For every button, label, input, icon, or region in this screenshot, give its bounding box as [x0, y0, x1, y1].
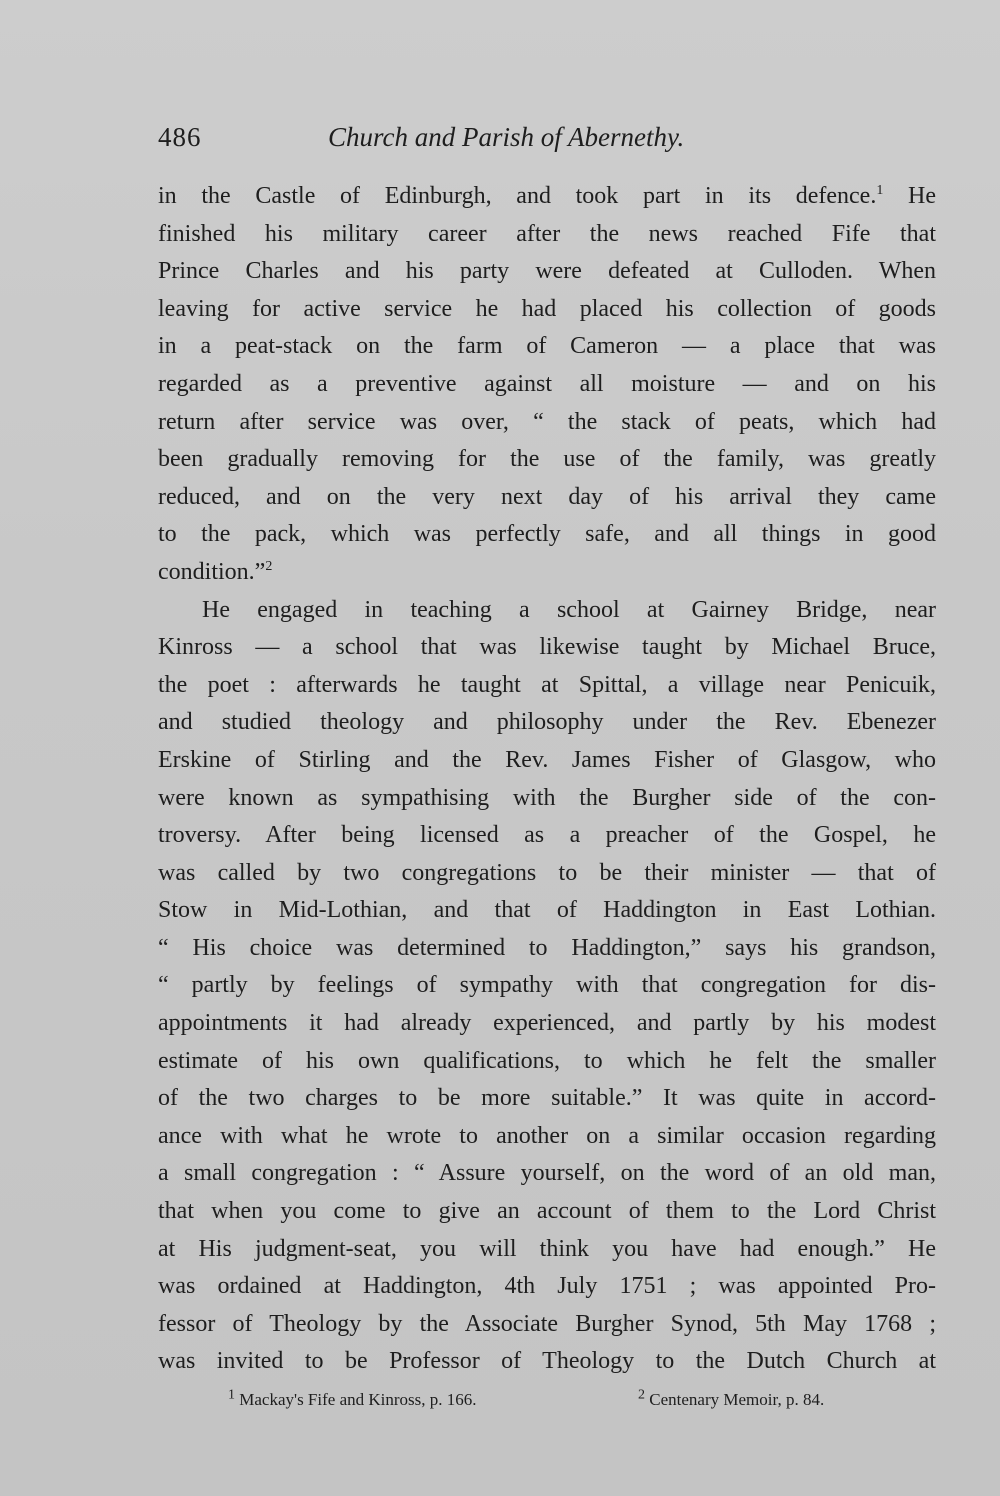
footnote-marker: 1	[228, 1387, 235, 1403]
body-text	[158, 178, 936, 1381]
text-line: Prince Charles and his party were defeated at Culloden. When	[158, 258, 936, 285]
text-line: “ partly by feelings of sympathy with that congregation for dis-	[158, 972, 936, 999]
footnote: $^1$ Mackay's Fife and Kinross, p. 166.	[228, 1387, 477, 1409]
text-line: and studied theology and philosophy under the Rev. Ebenezer	[158, 709, 936, 736]
text-line: Erskine of Stirling and the Rev. James Fisher of Glasgow, who	[158, 746, 936, 773]
text-line: was called by two congregations to be their minister — that of	[158, 859, 936, 886]
text-line: in the Castle of Edinburgh, and took part in its defence.$^1$ He	[158, 183, 937, 209]
footnote-ref: 1	[876, 183, 884, 198]
text-line: the poet : afterwards he taught at Spittal, a village near Penicuik,	[158, 671, 936, 698]
text-line: condition.”$^2$	[158, 558, 273, 585]
text-line: regarded as a preventive against all moisture — and on his	[158, 370, 936, 397]
footnotes	[228, 1387, 888, 1420]
text-line: been gradually removing for the use of the family, was greatly	[158, 446, 936, 473]
text-line: leaving for active service he had placed his collection of goods	[158, 295, 936, 322]
text-line: Stow in Mid-Lothian, and that of Haddington in East Lothian.	[158, 897, 936, 924]
text-line: were known as sympathising with the Burgher side of the con-	[158, 784, 936, 811]
text-line: ance with what he wrote to another on a similar occasion regarding	[158, 1122, 936, 1149]
text-line: to the pack, which was perfectly safe, and all things in good	[158, 521, 936, 548]
text-line: appointments it had already experienced, and partly by his modest	[158, 1010, 936, 1037]
page-header	[158, 122, 768, 162]
text-line: of the two charges to be more suitable.” It was quite in accord-	[158, 1085, 936, 1112]
text-line: was ordained at Haddington, 4th July 1751 ; was appointed Pro-	[158, 1273, 936, 1300]
text-line: troversy. After being licensed as a preacher of the Gospel, he	[158, 822, 936, 849]
text-line: He engaged in teaching a school at Gairney Bridge, near	[202, 596, 936, 623]
footnote-marker: 2	[638, 1387, 645, 1403]
text-line: fessor of Theology by the Associate Burgher Synod, 5th May 1768 ;	[158, 1310, 936, 1337]
text-line: in a peat-stack on the farm of Cameron — a place that was	[158, 333, 936, 360]
text-line: “ His choice was determined to Haddington,” says his grandson,	[158, 934, 936, 961]
text-line: finished his military career after the news reached Fife that	[158, 220, 936, 247]
running-title: Church and Parish of Abernethy.	[328, 122, 685, 152]
text-line: was invited to be Professor of Theology to the Dutch Church at	[158, 1348, 936, 1375]
text-line: return after service was over, “ the stack of peats, which had	[158, 408, 936, 435]
footnote-ref: 2	[265, 558, 273, 574]
text-line: Kinross — a school that was likewise taught by Michael Bruce,	[158, 634, 936, 661]
text-line: that when you come to give an account of them to the Lord Christ	[158, 1198, 936, 1225]
text-line: reduced, and on the very next day of his arrival they came	[158, 483, 936, 510]
text-line: a small congregation : “ Assure yourself, on the word of an old man,	[158, 1160, 936, 1187]
page-number: 486	[158, 122, 202, 152]
footnote: $^2$ Centenary Memoir, p. 84.	[638, 1387, 825, 1409]
text-line: at His judgment-seat, you will think you have had enough.” He	[158, 1235, 936, 1262]
text-line: estimate of his own qualifications, to which he felt the smaller	[158, 1047, 936, 1074]
